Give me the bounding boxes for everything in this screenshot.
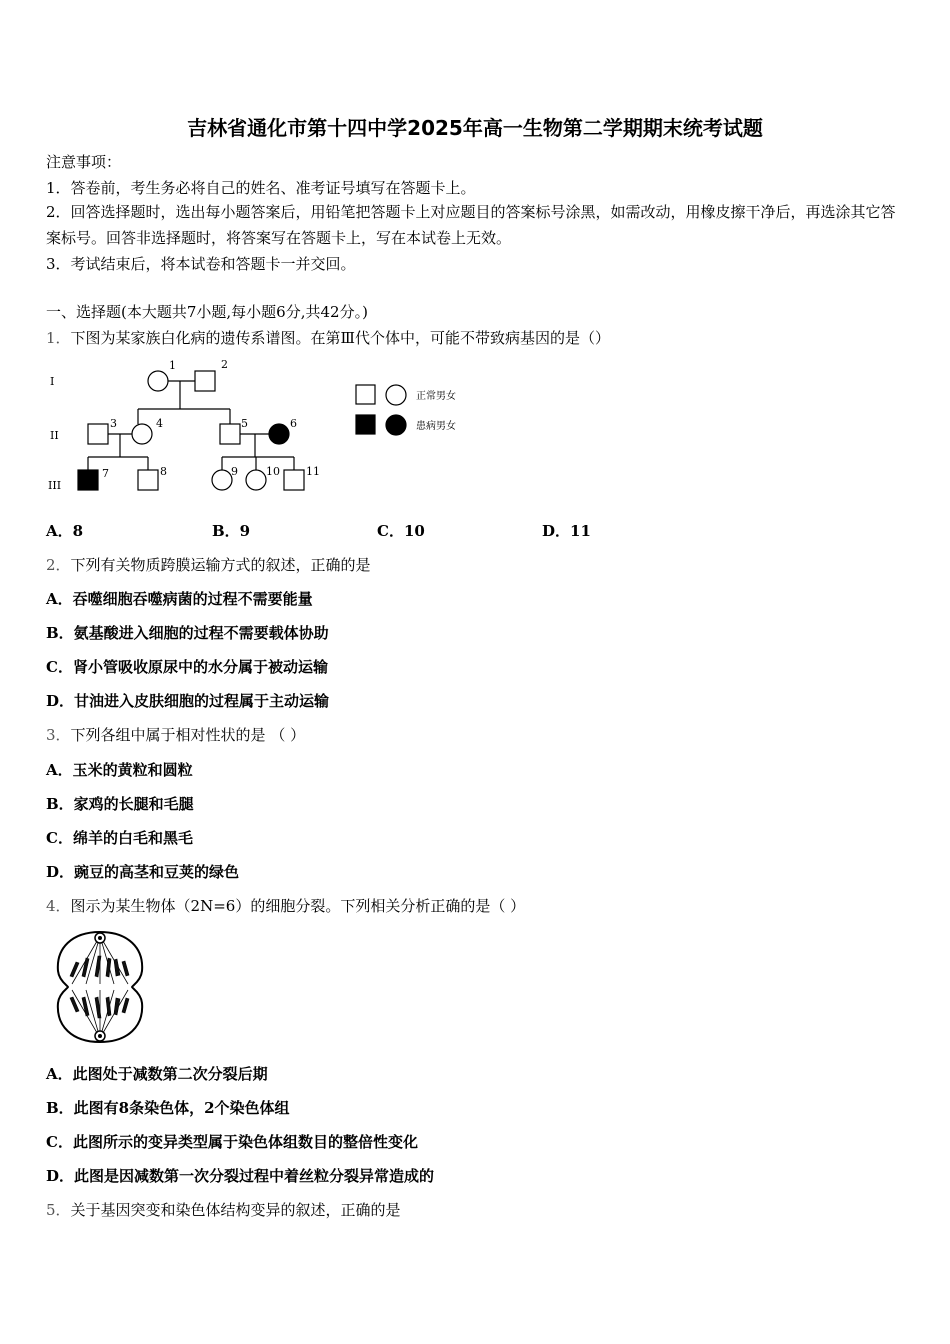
option-d: D．11 [542,522,591,540]
question-1 [46,327,610,348]
question-4 [46,895,525,916]
id-label: 7 [102,467,109,480]
legend-affected-male [356,415,375,434]
pedigree-chart [40,355,480,505]
id-label: 9 [231,465,238,478]
id-label: 2 [221,358,228,371]
individual-9 [212,470,232,490]
question-number: 1． [46,329,71,347]
legend-affected-female [386,415,406,435]
option-d: D．此图是因减数第一次分裂过程中着丝粒分裂异常造成的 [46,1167,435,1185]
option-b: B．氨基酸进入细胞的过程不需要载体协助 [46,624,329,642]
id-label: 8 [160,465,167,478]
notice-heading: 注意事项： [46,153,122,171]
legend-label-normal: 正常男女 [416,391,456,402]
question-2 [46,554,371,575]
individual-7 [78,470,98,490]
question-3 [46,724,305,745]
legend-label-affected: 患病男女 [416,421,456,432]
individual-1 [148,371,168,391]
individual-3 [88,424,108,444]
id-label: 5 [241,417,248,430]
option-c: C．10 [377,522,425,540]
question-number: 2． [46,556,71,574]
legend-normal-male [356,385,375,404]
notice-item: 3．考试结束后，将本试卷和答题卡一并交回。 [46,255,356,273]
option-a: A．玉米的黄粒和圆粒 [46,761,193,779]
question-stem: 关于基因突变和染色体结构变异的叙述，正确的是 [70,1201,401,1219]
option-b: B．此图有8条染色体，2个染色体组 [46,1099,290,1117]
id-label: 3 [110,417,117,430]
id-label: 6 [290,417,297,430]
individual-6 [269,424,289,444]
option-c: C．肾小管吸收原尿中的水分属于被动运输 [46,658,328,676]
option-c: C．此图所示的变异类型属于染色体组数目的整倍性变化 [46,1133,418,1151]
option-b: B．家鸡的长腿和毛腿 [46,795,194,813]
question-number: 5． [46,1201,71,1219]
id-label: 4 [156,417,163,430]
id-label: 11 [306,465,320,478]
individual-10 [246,470,266,490]
question-stem: 下图为某家族白化病的遗传系谱图。在第Ⅲ代个体中，可能不带致病基因的是（） [70,329,611,347]
question-number: 3． [46,726,71,744]
individual-4 [132,424,152,444]
individual-5 [220,424,240,444]
option-c: C．绵羊的白毛和黑毛 [46,829,193,847]
option-b: B．9 [212,522,251,540]
notice-item: 2．回答选择题时，选出每小题答案后，用铅笔把答题卡上对应题目的答案标号涂黑，如需改动，用橡皮擦干净后，再选涂其它答案标号。回答非选择题时，将答案写在答题卡上，写在本试卷上无效。 [46,203,896,247]
legend-normal-female [386,385,406,405]
option-a: A．此图处于减数第二次分裂后期 [46,1065,268,1083]
notice-item: 1．答卷前，考生务必将自己的姓名、准考证号填写在答题卡上。 [46,179,476,197]
cell-division-figure [50,926,150,1048]
id-label: 1 [169,359,176,372]
id-label: 10 [266,465,280,478]
option-d: D．甘油进入皮肤细胞的过程属于主动运输 [46,692,330,710]
generation-label: II [50,429,59,442]
individual-8 [138,470,158,490]
section-heading: 一、选择题(本大题共7小题,每小题6分,共42分。) [46,303,368,321]
generation-label: III [48,479,62,492]
question-stem: 下列有关物质跨膜运输方式的叙述，正确的是 [70,556,371,574]
generation-label: I [50,375,55,388]
option-d: D．豌豆的高茎和豆荚的绿色 [46,863,240,881]
individual-11 [284,470,304,490]
option-a: A．8 [46,522,84,540]
question-5 [46,1199,401,1220]
option-a: A．吞噬细胞吞噬病菌的过程不需要能量 [46,590,313,608]
question-number: 4． [46,897,71,915]
individual-2 [195,371,215,391]
exam-title: 吉林省通化市第十四中学2025年高一生物第二学期期末统考试题 [187,116,763,140]
question-stem: 图示为某生物体（2N=6）的细胞分裂。下列相关分析正确的是（ ） [70,897,526,915]
question-stem: 下列各组中属于相对性状的是 （ ） [70,726,306,744]
